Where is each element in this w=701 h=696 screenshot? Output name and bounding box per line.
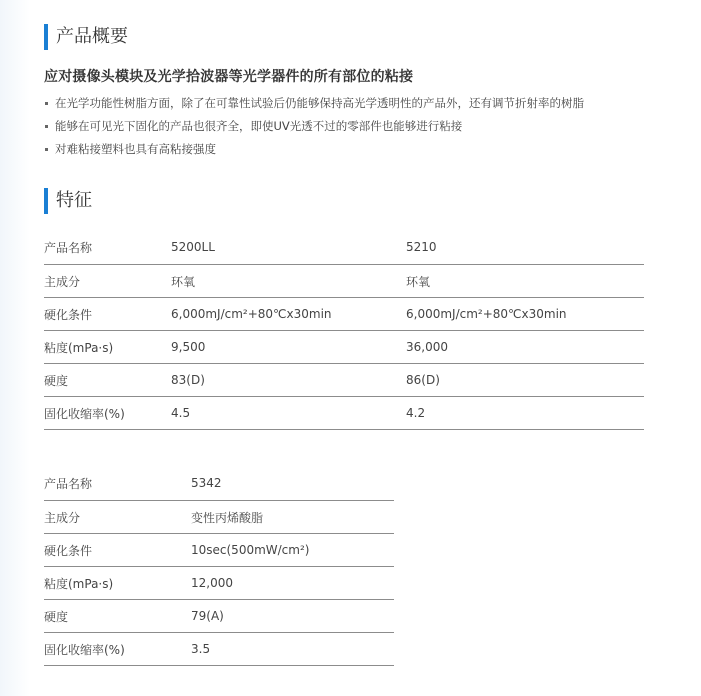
- cell-value: 79(A): [191, 600, 394, 633]
- cell-value: 4.2: [406, 397, 644, 430]
- row-label: 产品名称: [44, 466, 191, 501]
- cell-value: 6,000mJ/cm²+80℃x30min: [171, 298, 406, 331]
- row-label: 硬度: [44, 364, 171, 397]
- features-title: 特征: [56, 190, 92, 211]
- row-label: 硬化条件: [44, 534, 191, 567]
- row-label: 产品名称: [44, 230, 171, 265]
- cell-value: 86(D): [406, 364, 644, 397]
- bullet-dot-icon: [45, 125, 48, 128]
- cell-value: 环氧: [171, 265, 406, 298]
- row-label: 粘度(mPa·s): [44, 567, 191, 600]
- row-label: 主成分: [44, 501, 191, 534]
- section-accent-bar: [44, 24, 48, 50]
- cell-value: 5200LL: [171, 230, 406, 265]
- row-label: 固化收缩率(%): [44, 397, 171, 430]
- table-row: [44, 501, 394, 534]
- overview-headline: 应对摄像头模块及光学拾波器等光学器件的所有部位的粘接: [44, 69, 414, 85]
- bullet-text: 在光学功能性树脂方面，除了在可靠性试验后仍能够保持高光学透明性的产品外，还有调节折射率的树脂: [55, 96, 584, 110]
- list-item: [44, 92, 584, 115]
- bullet-text: 能够在可见光下固化的产品也很齐全，即使UV光透不过的零部件也能够进行粘接: [55, 119, 463, 133]
- bullet-dot-icon: [45, 148, 48, 151]
- cell-value: 5210: [406, 230, 644, 265]
- bullet-text: 对难粘接塑料也具有高粘接强度: [55, 142, 216, 156]
- cell-value: 83(D): [171, 364, 406, 397]
- cell-value: 6,000mJ/cm²+80℃x30min: [406, 298, 644, 331]
- table-row: [44, 567, 394, 600]
- section-accent-bar: [44, 188, 48, 214]
- table-row: [44, 466, 394, 501]
- cell-value: 变性丙烯酸脂: [191, 501, 394, 534]
- table-row: [44, 298, 644, 331]
- overview-section-title: [44, 24, 128, 50]
- row-label: 主成分: [44, 265, 171, 298]
- cell-value: 3.5: [191, 633, 394, 666]
- row-label: 硬化条件: [44, 298, 171, 331]
- table-row: [44, 633, 394, 666]
- row-label: 粘度(mPa·s): [44, 331, 171, 364]
- overview-bullet-list: [44, 92, 584, 161]
- cell-value: 9,500: [171, 331, 406, 364]
- table-row: [44, 397, 644, 430]
- list-item: [44, 138, 584, 161]
- table-row: [44, 265, 644, 298]
- features-section-title: [44, 188, 92, 214]
- spec-table-2: [44, 466, 394, 666]
- cell-value: 12,000: [191, 567, 394, 600]
- bullet-dot-icon: [45, 102, 48, 105]
- row-label: 固化收缩率(%): [44, 633, 191, 666]
- table-row: [44, 534, 394, 567]
- cell-value: 环氧: [406, 265, 644, 298]
- table-row: [44, 230, 644, 265]
- row-label: 硬度: [44, 600, 191, 633]
- table-row: [44, 364, 644, 397]
- cell-value: 10sec(500mW/cm²): [191, 534, 394, 567]
- list-item: [44, 115, 584, 138]
- cell-value: 5342: [191, 466, 394, 501]
- cell-value: 36,000: [406, 331, 644, 364]
- spec-table-1: [44, 230, 644, 430]
- cell-value: 4.5: [171, 397, 406, 430]
- overview-title: 产品概要: [56, 26, 128, 47]
- table-row: [44, 331, 644, 364]
- table-row: [44, 600, 394, 633]
